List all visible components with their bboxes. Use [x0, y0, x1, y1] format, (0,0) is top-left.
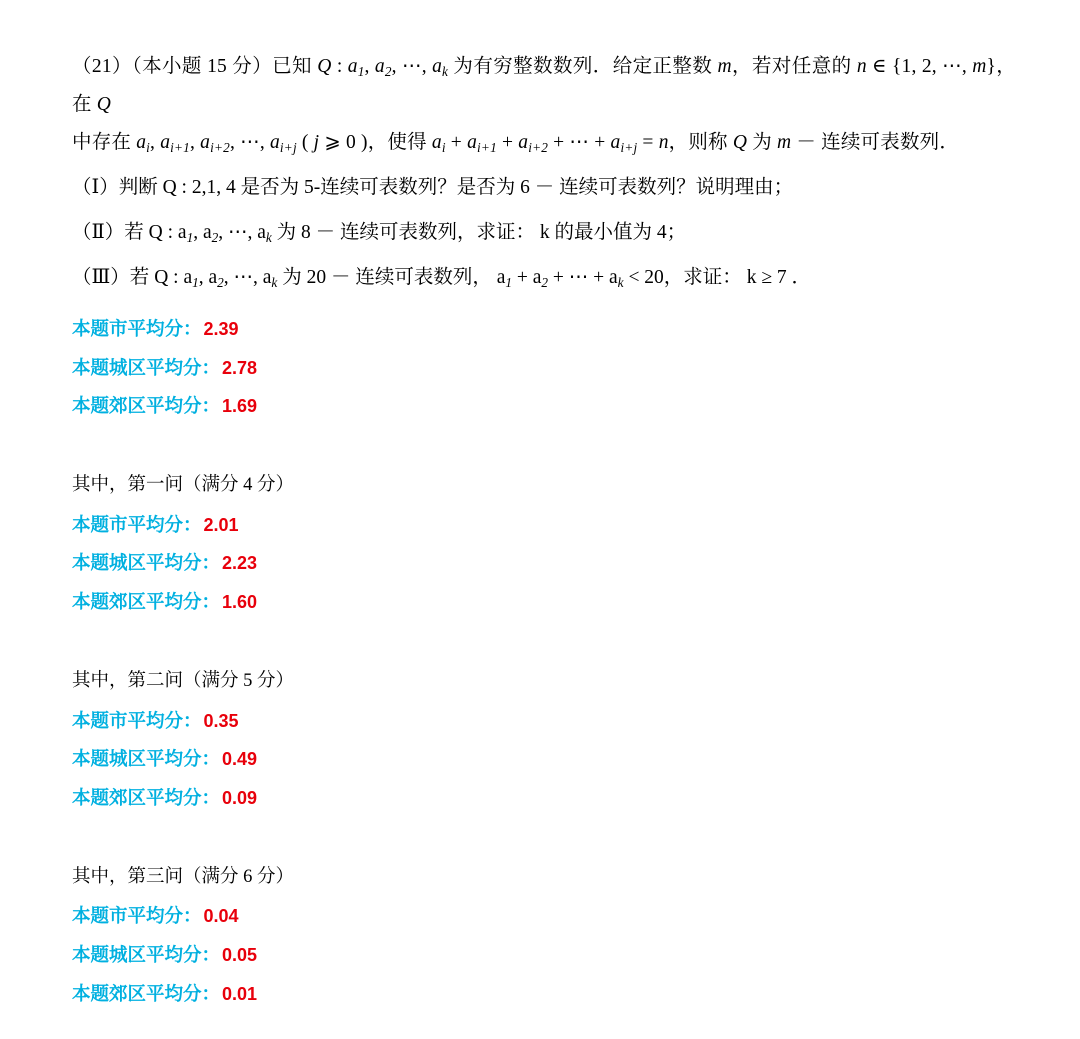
- stat-row-city: [72, 903, 972, 932]
- stat-group-q1: [72, 472, 972, 618]
- problem-part-2-text: （Ⅱ）若 Q : $a_1$, $a_2$, ⋯, $a_k$ 为 8 － 连续可表数列，求证： k 的最小值为 4；: [72, 222, 687, 246]
- stat-row-urban: [72, 942, 972, 971]
- spacer: [72, 452, 972, 472]
- problem-statement: [72, 48, 1016, 297]
- stat-group-q1-title: 其中，第一问（满分 4 分）: [72, 475, 295, 496]
- stat-group-q3-title: 其中，第三问（满分 6 分）: [72, 866, 295, 887]
- stat-group-q2-title: 其中，第二问（满分 5 分）: [72, 670, 295, 691]
- stat-row-urban: [72, 550, 972, 579]
- stat-group-q3: [72, 864, 972, 1010]
- problem-part-1: [72, 168, 1016, 207]
- spacer: [72, 844, 972, 864]
- statistics-section: [72, 316, 972, 1039]
- stat-value-urban: 0.05: [222, 944, 258, 965]
- stat-label-city: 本题市平均分：: [72, 515, 202, 536]
- stat-group-overall: [72, 316, 972, 422]
- stat-label-suburb: 本题郊区平均分：: [72, 984, 221, 1005]
- stat-value-urban: 2.78: [222, 357, 258, 378]
- stat-row-suburb: [72, 393, 972, 422]
- spacer: [72, 648, 972, 668]
- problem-part-3: [72, 258, 1016, 297]
- stat-value-suburb: 1.60: [222, 592, 258, 613]
- stat-label-city: 本题市平均分：: [72, 907, 202, 928]
- stat-label-suburb: 本题郊区平均分：: [72, 593, 221, 614]
- stat-row-city: [72, 316, 972, 345]
- problem-paragraph-1: [72, 48, 1016, 124]
- stat-value-urban: 0.49: [222, 749, 258, 770]
- stat-row-urban: [72, 355, 972, 384]
- stat-label-city: 本题市平均分：: [72, 711, 202, 732]
- stat-value-suburb: 0.01: [222, 983, 258, 1004]
- stat-row-urban: [72, 746, 972, 775]
- stat-row-city: [72, 708, 972, 737]
- stat-value-city: 2.01: [203, 514, 239, 535]
- stat-label-city: 本题市平均分：: [72, 320, 202, 340]
- stat-row-suburb: [72, 785, 972, 814]
- stat-label-urban: 本题城区平均分：: [72, 750, 221, 771]
- stat-row-suburb: [72, 981, 972, 1010]
- stat-row-city: [72, 512, 972, 541]
- stat-label-urban: 本题城区平均分：: [72, 358, 221, 379]
- problem-text-2: 中存在 $a_i$, $a_{i+1}$, $a_{i+2}$, ⋯, $a_{i+j}$ ( j ⩾ 0 )，使得 $a_i + a_{i+1} + a_{i+2}$ + ⋯ + $a_{i+j} = n$，则称 Q 为 m － 连续可表数列．: [72, 132, 960, 155]
- problem-points: （本小题 15 分）: [131, 56, 273, 77]
- stat-label-suburb: 本题郊区平均分：: [72, 788, 221, 809]
- problem-part-3-text: （Ⅲ）若 Q : $a_1$, $a_2$, ⋯, $a_k$ 为 20 － 连续可表数列， $a_1 + a_2$ + ⋯ + $a_k < 20$，求证： k ≥ 7 ．: [72, 267, 812, 291]
- problem-part-2: [72, 213, 1016, 252]
- stat-label-urban: 本题城区平均分：: [72, 554, 221, 575]
- problem-text-1: 已知 Q : $a_1$, $a_2$, ⋯, $a_k$ 为有穷整数数列．给定正整数 m，若对任意的 n ∈ {1, 2, ⋯, m}，在 Q: [72, 56, 1016, 116]
- problem-part-1-text: （Ⅰ）判断 Q : 2,1, 4 是否为 5-连续可表数列？是否为 6 － 连续可表数列？说明理由；: [72, 177, 794, 199]
- stat-group-q2: [72, 668, 972, 814]
- stat-label-urban: 本题城区平均分：: [72, 945, 221, 966]
- stat-label-suburb: 本题郊区平均分：: [72, 397, 221, 418]
- stat-row-suburb: [72, 589, 972, 618]
- stat-value-city: 2.39: [203, 319, 239, 339]
- stat-value-suburb: 1.69: [222, 396, 258, 417]
- problem-paragraph-2: [72, 124, 1016, 162]
- stat-value-city: 0.35: [203, 710, 239, 731]
- stat-value-urban: 2.23: [222, 553, 258, 574]
- stat-value-suburb: 0.09: [222, 787, 258, 808]
- stat-value-city: 0.04: [203, 906, 239, 927]
- problem-number: （21）: [72, 56, 132, 77]
